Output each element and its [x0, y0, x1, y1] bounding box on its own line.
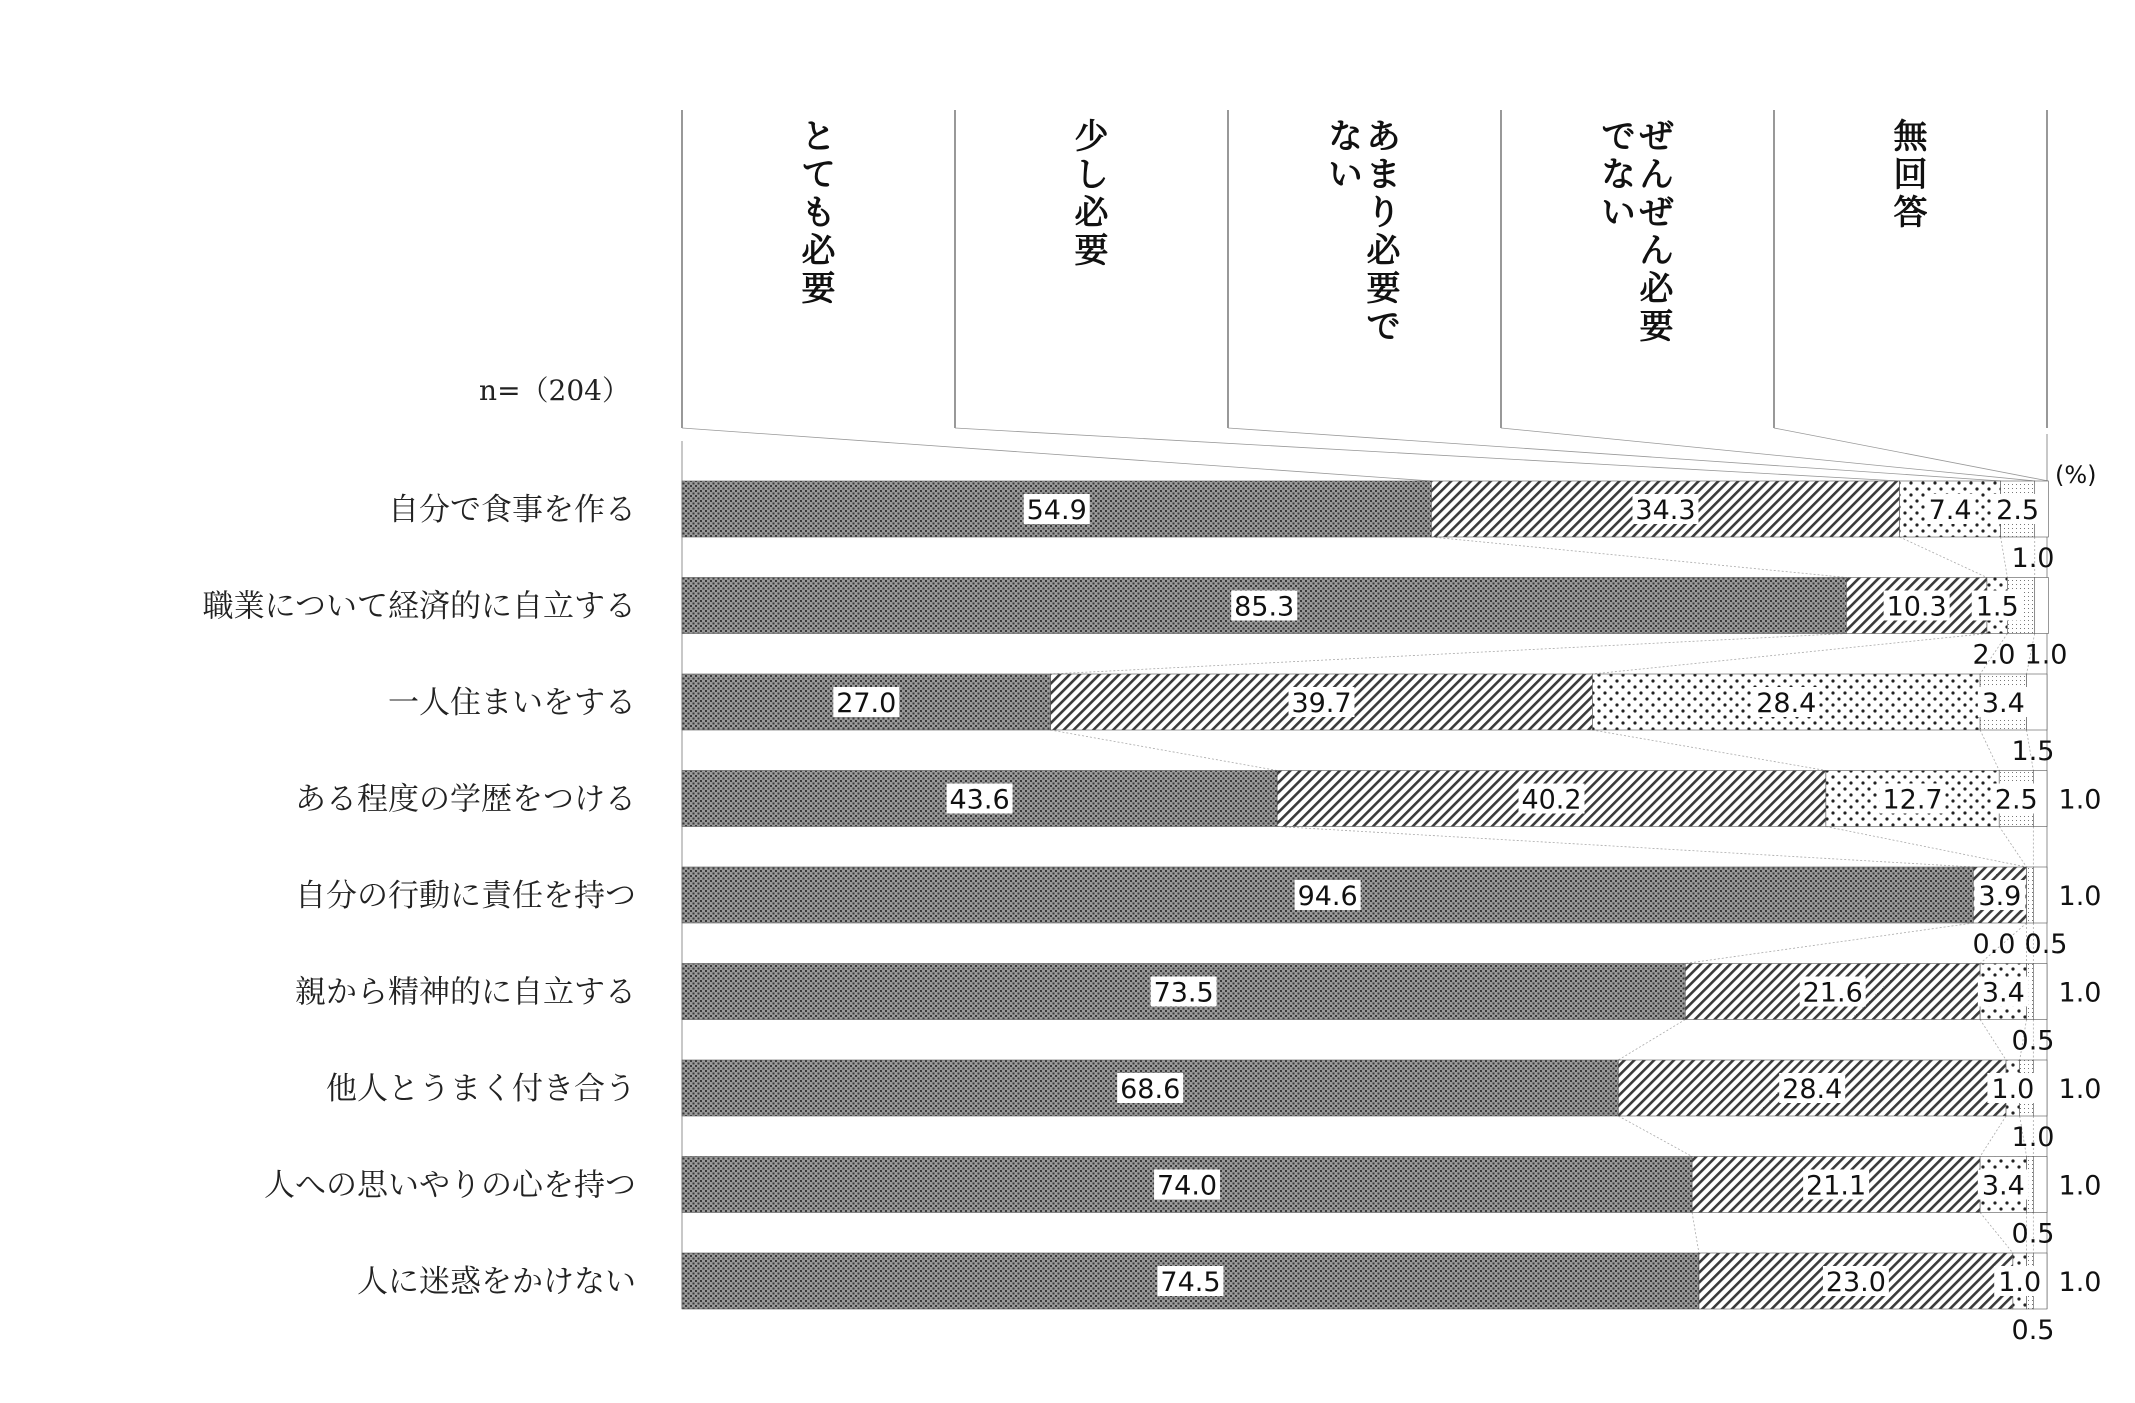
connector-line — [1999, 827, 2026, 868]
value-label-below: 0.0 — [1972, 929, 2016, 960]
value-label: 54.9 — [1026, 495, 1087, 526]
value-label-below: 1.0 — [2011, 1122, 2055, 1153]
value-label-right: 1.0 — [2058, 881, 2102, 912]
value-label: 94.6 — [1297, 881, 1358, 912]
connector-line — [1826, 827, 2027, 868]
value-label-below: 1.0 — [2024, 639, 2068, 671]
legend-label-5: 無回答 — [1893, 117, 1928, 233]
legend-label-3-cont: ない — [1328, 117, 1363, 195]
value-label-below: 1.5 — [2011, 736, 2055, 767]
connector-line — [1618, 1020, 1685, 1061]
value-label: 3.4 — [1981, 688, 2025, 719]
bar-segment-5 — [2033, 867, 2047, 923]
value-label: 1.0 — [1998, 1267, 2042, 1298]
connector-line — [2001, 537, 2008, 578]
value-label-right: 1.0 — [2058, 1267, 2102, 1298]
legend-label-2: 少し必要 — [1074, 117, 1109, 271]
value-label: 34.3 — [1635, 495, 1696, 526]
value-label: 3.4 — [1981, 977, 2025, 1009]
category-label: 他人とうまく付き合う — [326, 1071, 636, 1107]
value-label: 23.0 — [1825, 1267, 1886, 1298]
value-label: 43.6 — [949, 784, 1010, 816]
value-label-below: 0.5 — [2011, 1315, 2055, 1346]
value-label: 40.2 — [1521, 784, 1582, 816]
legend-connector-line — [1774, 428, 2048, 481]
bar-segment-5 — [2033, 964, 2047, 1020]
value-label: 28.4 — [1756, 688, 1817, 719]
value-label: 74.0 — [1156, 1170, 1218, 1202]
legend-label-1: とても必要 — [801, 117, 836, 309]
value-label-below: 0.5 — [2011, 1218, 2055, 1250]
value-label-right: 1.0 — [2058, 1074, 2102, 1105]
value-label: 10.3 — [1886, 591, 1947, 623]
legend-connector-line — [682, 428, 1431, 481]
category-label: 親から精神的に自立する — [295, 974, 636, 1011]
connector-line — [1980, 1116, 2006, 1157]
connector-line — [1431, 537, 1846, 578]
connector-line — [1980, 730, 1999, 771]
value-label: 73.5 — [1153, 977, 1214, 1009]
value-label: 74.5 — [1160, 1267, 1221, 1298]
connector-line — [1051, 634, 1847, 675]
sample-size-label: n=（204） — [479, 374, 630, 407]
value-label-right: 1.0 — [2058, 784, 2102, 816]
connector-line — [1980, 1020, 2006, 1061]
bar-segment-4 — [2027, 867, 2034, 923]
connector-line — [1900, 537, 1987, 578]
value-label: 68.6 — [1120, 1074, 1181, 1105]
legend-label-4-cont: でない — [1601, 117, 1636, 233]
value-label-right: 1.0 — [2058, 977, 2102, 1009]
legend-connector-line — [1228, 428, 2001, 481]
bar-segment-5 — [2027, 674, 2047, 730]
value-label: 1.5 — [1975, 591, 2019, 623]
value-label: 39.7 — [1291, 688, 1352, 719]
value-label: 3.9 — [1978, 881, 2022, 912]
value-label-below: 2.0 — [1972, 639, 2016, 671]
legend-connector-line — [1501, 428, 2035, 481]
percent-unit-label: (%) — [2055, 461, 2097, 489]
value-label: 2.5 — [1994, 784, 2038, 816]
connector-line — [1618, 1116, 1692, 1157]
value-label: 1.0 — [1991, 1074, 2035, 1105]
connector-line — [1592, 730, 1825, 771]
value-label: 28.4 — [1782, 1074, 1843, 1105]
legend-connector-line — [955, 428, 1900, 481]
connector-line — [1592, 634, 1986, 675]
value-label: 2.5 — [1996, 495, 2040, 526]
value-label-below: 0.5 — [2011, 1025, 2055, 1057]
category-label: 自分の行動に責任を持つ — [295, 878, 636, 914]
connector-line — [1051, 730, 1278, 771]
value-label: 85.3 — [1234, 591, 1295, 623]
legend — [682, 110, 2047, 428]
category-labels — [203, 492, 636, 1300]
value-label: 12.7 — [1882, 784, 1943, 816]
connector-line — [1277, 827, 1973, 868]
category-label: 人への思いやりの心を持つ — [264, 1167, 636, 1204]
legend-label-3: あまり必要で — [1366, 117, 1401, 347]
value-label: 27.0 — [836, 688, 897, 719]
value-label: 21.1 — [1806, 1170, 1867, 1202]
bar-segment-5 — [2033, 1157, 2047, 1213]
category-label: 人に迷惑をかけない — [357, 1264, 636, 1300]
value-label: 21.6 — [1802, 977, 1863, 1009]
value-label: 7.4 — [1928, 495, 1972, 526]
category-label: ある程度の学歴をつける — [295, 781, 636, 818]
category-label: 職業について経済的に自立する — [202, 588, 636, 625]
value-label: 3.4 — [1981, 1170, 2025, 1202]
category-label: 一人住まいをする — [388, 685, 636, 721]
connector-line — [1692, 1213, 1699, 1254]
bar-segment-5 — [2035, 578, 2049, 634]
legend-label-4: ぜんぜん必要 — [1639, 117, 1674, 347]
value-label-below: 0.5 — [2024, 929, 2068, 960]
value-label-below: 1.0 — [2011, 543, 2055, 574]
value-label-right: 1.0 — [2058, 1170, 2102, 1202]
connector-line — [1980, 1213, 2013, 1254]
category-label: 自分で食事を作る — [388, 492, 636, 528]
connector-line — [1685, 923, 1973, 964]
